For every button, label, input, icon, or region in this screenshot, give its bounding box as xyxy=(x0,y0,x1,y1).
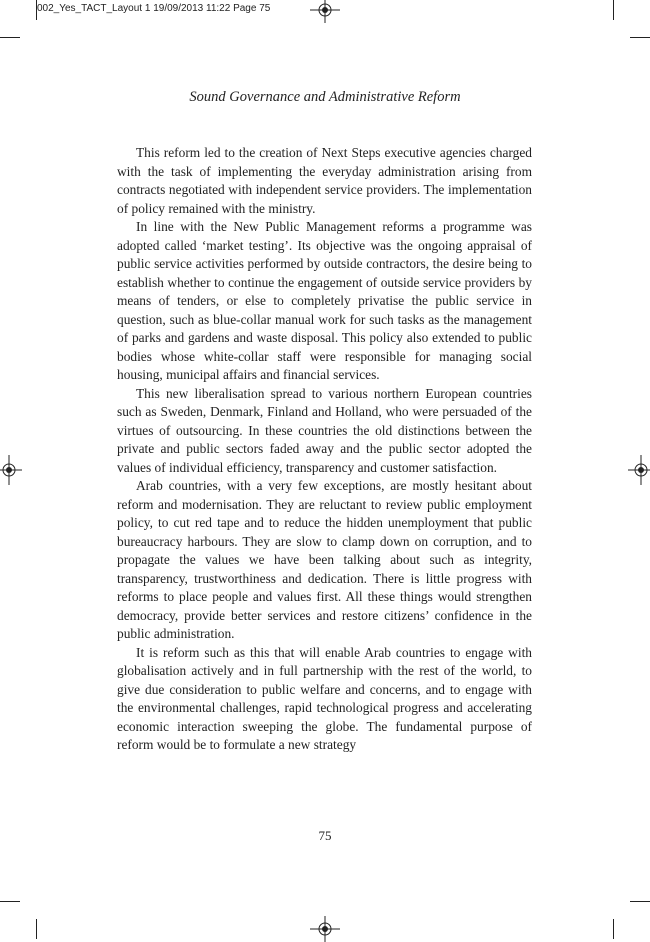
paragraph: This reform led to the creation of Next Steps executive agencies charged with the task of implementing the everyday administration arising from contracts negotiated with independent service providers. The implementation of policy remained with the ministry. xyxy=(117,145,532,216)
registration-mark-icon xyxy=(0,455,22,485)
registration-mark-icon xyxy=(310,0,340,23)
registration-mark-icon xyxy=(628,455,650,485)
crop-mark xyxy=(613,0,614,20)
crop-mark xyxy=(36,919,37,939)
crop-mark xyxy=(630,37,650,38)
printer-slug: 002_Yes_TACT_Layout 1 19/09/2013 11:22 Page 75 xyxy=(37,3,271,14)
crop-mark xyxy=(630,901,650,902)
crop-mark xyxy=(0,901,20,902)
paragraph: In line with the New Public Management reforms a programme was adopted called ‘market testing’. Its objective was the ongoing appraisal of public service activities performed by outside contractors, the desire being to establish whether to continue the engagement of outside service providers by means of tenders, or else to completely privatise the public service in question, such as blue-collar manual work for such tasks as the management of parks and gardens and waste disposal. This policy also extended to public bodies whose white-collar staff were responsible for managing social housing, municipal affairs and financial services. xyxy=(117,219,532,382)
paragraph: Arab countries, with a very few exceptions, are mostly hesitant about reform and modernisation. They are reluctant to review public employment policy, to cut red tape and to reduce the hidden unemployment that public bureaucracy harbours. They are slow to clamp down on corruption, and to propagate the values we have been talking about such as integrity, transparency, trustworthiness and dedication. There is little progress with reforms to place people and values first. All these things would strengthen democracy, provide better services and restore citizens’ confidence in the public administration. xyxy=(117,478,532,641)
crop-mark xyxy=(0,37,20,38)
running-head: Sound Governance and Administrative Reform xyxy=(189,89,461,105)
page-number: 75 xyxy=(318,828,332,843)
crop-mark xyxy=(36,0,37,20)
registration-mark-icon xyxy=(310,916,340,942)
paragraph: This new liberalisation spread to various northern European countries such as Sweden, Denmark, Finland and Holland, who were persuaded of the virtues of outsourcing. In these countries the old distinctions between the private and public sectors faded away and the public sector adopted the values of individual efficiency, transparency and customer satisfaction. xyxy=(117,385,532,475)
crop-mark xyxy=(613,919,614,939)
paragraph: It is reform such as this that will enable Arab countries to engage with globalisation actively and in full partnership with the rest of the world, to give due consideration to public welfare and concerns, and to engage with the environmental challenges, rapid technological progress and accelerating economic interaction sweeping the globe. The fundamental purpose of reform would be to formulate a new strategy xyxy=(117,644,532,752)
body-text xyxy=(117,144,532,755)
